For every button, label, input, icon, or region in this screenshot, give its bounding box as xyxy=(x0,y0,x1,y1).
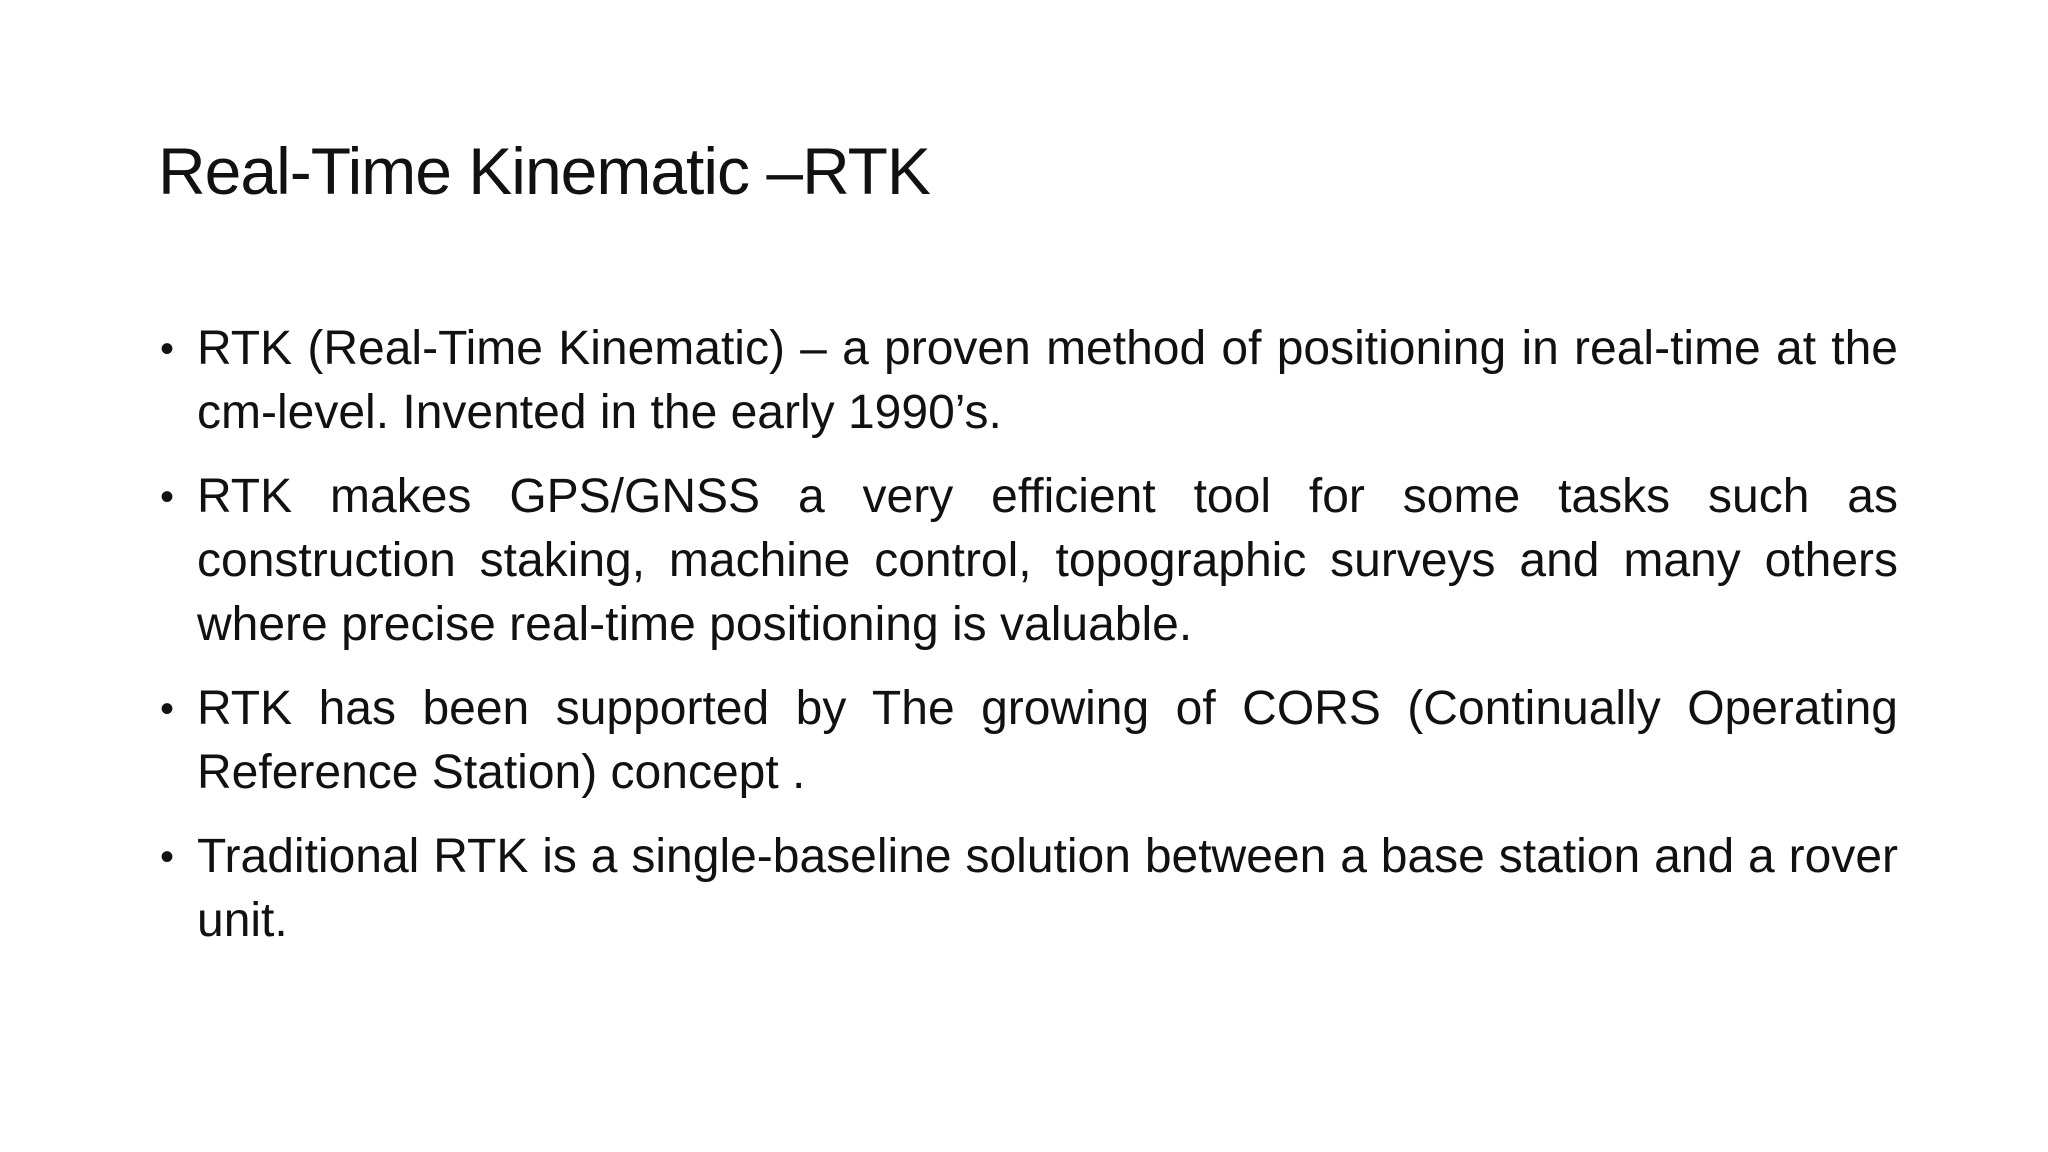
bullet-list xyxy=(158,317,1898,973)
bullet-marker: • xyxy=(160,475,175,519)
bullet-text: Traditional RTK is a single-baseline solution between a base station and a rover unit. xyxy=(197,830,1898,947)
bullet-marker: • xyxy=(160,687,175,731)
bullet-item xyxy=(158,465,1898,657)
bullet-marker: • xyxy=(160,327,175,371)
bullet-text: RTK (Real-Time Kinematic) – a proven method of positioning in real-time at the cm-level. Invented in the early 1990’s. xyxy=(197,322,1898,439)
slide-title: Real-Time Kinematic –RTK xyxy=(158,134,930,208)
bullet-item xyxy=(158,317,1898,445)
bullet-item xyxy=(158,825,1898,953)
bullet-text: RTK has been supported by The growing of CORS (Continually Operating Reference Station) concept . xyxy=(197,682,1898,799)
bullet-marker: • xyxy=(160,835,175,879)
bullet-item xyxy=(158,677,1898,805)
bullet-text: RTK makes GPS/GNSS a very efficient tool for some tasks such as construction staking, machine control, topographic surveys and many others where precise real-time positioning is valuable. xyxy=(197,470,1898,651)
